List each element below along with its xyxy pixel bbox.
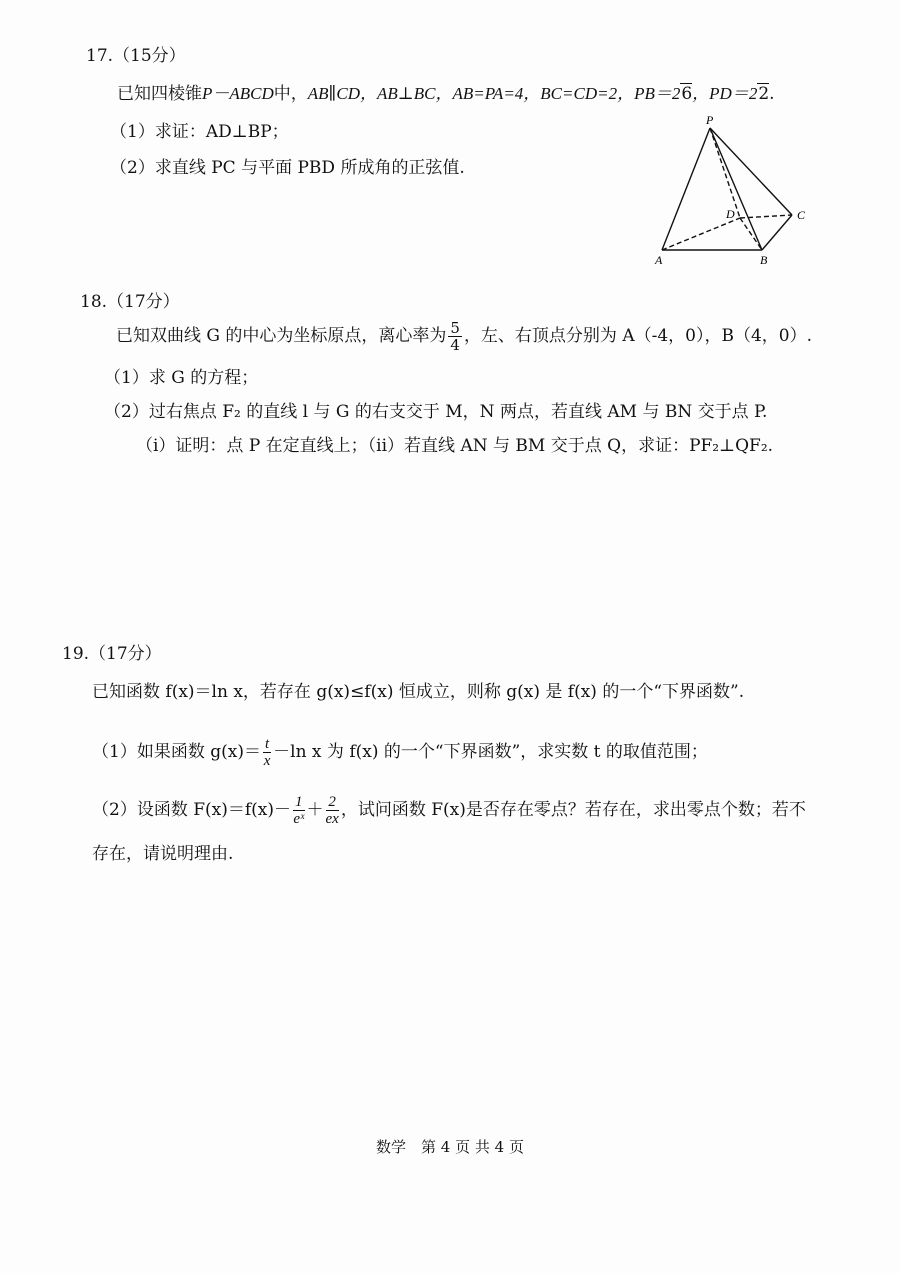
q18-stem xyxy=(116,318,812,354)
q17-heading: 17.（15分） xyxy=(86,46,186,66)
label-a: A xyxy=(655,253,663,267)
label-c: C xyxy=(797,208,806,222)
q17-conditions: ，PD＝2 xyxy=(692,84,758,103)
q18-part1: （1）求 G 的方程； xyxy=(104,368,259,388)
q17-conditions: AB∥CD，AB⊥BC，AB=PA=4，BC=CD=2，PB＝2 xyxy=(307,84,681,103)
q17-radical: 2 xyxy=(758,84,770,104)
plus-sign: ＋ xyxy=(306,800,324,820)
q19-part2-continued: 存在，请说明理由. xyxy=(92,844,234,864)
fraction-numerator: 2 xyxy=(326,794,339,811)
q17-part2: （2）求直线 PC 与平面 PBD 所成角的正弦值. xyxy=(110,158,465,178)
label-p: P xyxy=(706,113,714,127)
q18-part2: （2）过右焦点 F₂ 的直线 l 与 G 的右支交于 M，N 两点，若直线 AM 与 BN 交于点 P. xyxy=(104,402,768,422)
edge-bc xyxy=(762,215,792,250)
q19-stem: 已知函数 f(x)＝ln x，若存在 g(x)≤f(x) 恒成立，则称 g(x) 是 f(x) 的一个“下界函数”. xyxy=(92,682,745,702)
edge-pb xyxy=(710,128,762,250)
page-footer: 数学 第 4 页 共 4 页 xyxy=(376,1138,524,1156)
q18-stem-text: ，左、右顶点分别为 A（-4，0），B（4，0）. xyxy=(463,326,813,346)
fraction-denominator: eˣ xyxy=(293,811,305,827)
fraction-numerator: t xyxy=(264,736,270,752)
q17-stem-text: 已知四棱锥 xyxy=(117,84,202,104)
eccentricity-fraction xyxy=(448,320,462,353)
q17-period: . xyxy=(769,84,775,104)
label-b: B xyxy=(760,253,768,267)
q19-part1-text: －ln x 为 f(x) 的一个“下界函数”，求实数 t 的取值范围； xyxy=(273,742,708,762)
fraction-denominator: x xyxy=(263,753,271,769)
q17-stem-text: 中， xyxy=(273,84,308,104)
q19-part2-text: （2）设函数 F(x)＝f(x)－ xyxy=(92,800,292,820)
label-d: D xyxy=(726,207,735,221)
two-over-ex-fraction xyxy=(326,794,339,827)
q19-heading: 19.（17分） xyxy=(62,644,162,664)
pyramid-figure xyxy=(650,112,820,272)
edge-pa xyxy=(662,128,710,250)
q17-stem xyxy=(117,82,775,106)
fraction-denominator: ex xyxy=(325,811,339,827)
q19-part2-text: ，试问函数 F(x)是否存在零点？若存在，求出零点个数；若不 xyxy=(340,800,806,820)
edge-pc xyxy=(710,128,792,215)
q17-radical: 6 xyxy=(681,84,693,104)
edge-ad xyxy=(662,218,740,250)
one-over-ex-fraction xyxy=(293,794,305,827)
edge-pd xyxy=(710,128,740,218)
fraction-denominator: 4 xyxy=(450,336,460,354)
q18-stem-text: 已知双曲线 G 的中心为坐标原点，离心率为 xyxy=(116,326,447,346)
q17-part1: （1）求证：AD⊥BP； xyxy=(110,122,289,142)
t-over-x-fraction xyxy=(263,736,271,769)
q18-part2-subparts: （i）证明：点 P 在定直线上；（ii）若直线 AN 与 BM 交于点 Q，求证：PF₂⊥QF₂. xyxy=(136,436,774,456)
q19-part2 xyxy=(92,790,806,830)
fraction-numerator: 5 xyxy=(450,319,460,337)
q19-part1 xyxy=(92,732,708,772)
fraction-numerator: 1 xyxy=(295,794,303,810)
q19-part1-text: （1）如果函数 g(x)＝ xyxy=(92,742,261,762)
q17-solid-name: P－ABCD xyxy=(202,84,274,103)
q18-heading: 18.（17分） xyxy=(80,292,180,312)
